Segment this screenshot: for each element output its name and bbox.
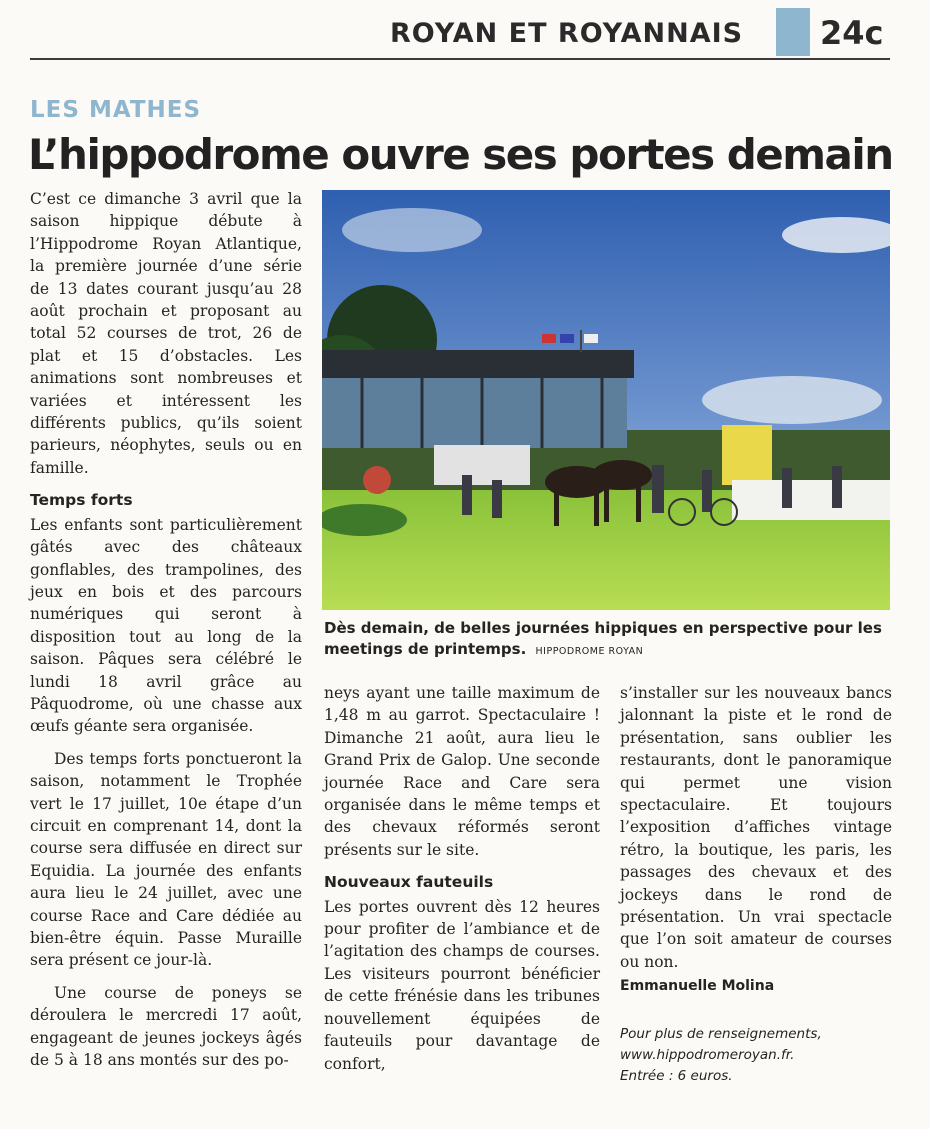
page-number: 24c xyxy=(820,14,884,52)
practical-info xyxy=(620,1024,892,1087)
photo-credit: HIPPODROME ROYAN xyxy=(535,646,644,657)
info-line-1: Pour plus de renseignements, xyxy=(620,1025,822,1042)
paragraph-poneys-start: Une course de poneys se déroulera le mercredi 17 août, engageant de jeunes jockeys âgés de 5 à 18 ans montés sur des po- xyxy=(30,983,302,1070)
section-color-block xyxy=(776,8,810,56)
paragraph-poneys-end: neys ayant une taille maximum de 1,48 m au garrot. Spectaculaire ! Dimanche 21 août, aura lieu le Grand Prix de Galop. Une seconde journée Race and Care sera organisée dans le même temps et des chevaux réformés seront présents sur le site. xyxy=(324,684,600,859)
subhead-nouveaux-fauteuils: Nouveaux fauteuils xyxy=(324,873,494,892)
kicker-location: LES MATHES xyxy=(30,97,202,123)
hippodrome-photo-illustration xyxy=(322,190,890,610)
paragraph-fauteuils-end: s’installer sur les nouveaux bancs jalonnant la piste et le rond de présentation, sans oublier les restaurants, dont le panoramique qui permet une vision spectaculaire. Et toujours l’exposition d’affiches vintage rétro, la boutique, les paris, les passages des chevaux et des jockeys dans le rond de présentation. Un vrai spectacle que l’on soit amateur de courses ou non. xyxy=(620,684,892,971)
paragraph-temps-forts: Des temps forts ponctueront la saison, notamment le Trophée vert le 17 juillet, 10e étape d’un circuit en comprenant 14, dont la course sera diffusée en direct sur Equidia. La journée des enfants aura lieu le 24 juillet, avec une course Race and Care dédiée au bien-être équin. Passe Muraille sera présent ce jour-là. xyxy=(30,749,302,970)
photo-caption xyxy=(324,618,894,662)
info-price: Entrée : 6 euros. xyxy=(620,1067,733,1084)
subhead-temps-forts: Temps forts xyxy=(30,491,133,510)
section-title: ROYAN ET ROYANNAIS xyxy=(390,18,744,49)
article-column-1 xyxy=(30,188,302,1081)
article-column-3 xyxy=(620,682,892,1087)
article-column-2 xyxy=(324,682,600,1085)
paragraph-enfants: Les enfants sont particulièrement gâtés avec des châteaux gonflables, des trampolines, des jeux en bois et des parcours numériques qui seront à disposition tout au long de la saison. Pâques sera célébré le lundi 18 avril grâce au Pâquodrome, où une chasse aux œufs géante sera organisée. xyxy=(30,515,302,736)
article-photo xyxy=(322,190,890,610)
author-signature: Emmanuelle Molina xyxy=(620,978,775,995)
intro-paragraph: C’est ce dimanche 3 avril que la saison hippique débute à l’Hippodrome Royan Atlantique, la première journée d’une série de 13 dates courant jusqu’au 28 août prochain et proposant au total 52 courses de trot, 26 de plat et 15 d’obstacles. Les animations sont nombreuses et variées et intéressent les différents publics, qu’ils soient parieurs, néophytes, seuls ou en famille. xyxy=(30,190,302,477)
header-rule xyxy=(30,58,890,60)
paragraph-fauteuils-start: Les portes ouvrent dès 12 heures pour profiter de l’ambiance et de l’agitation des champs de courses. Les visiteurs pourront bénéficier de cette frénésie dans les tribunes nouvellement équipées de fauteuils pour davantage de confort, xyxy=(324,897,600,1073)
info-website: www.hippodromeroyan.fr. xyxy=(620,1046,795,1063)
caption-text: Dès demain, de belles journées hippiques en perspective pour les meetings de printemps. xyxy=(324,619,882,658)
article-headline: L’hippodrome ouvre ses portes demain xyxy=(28,130,893,179)
